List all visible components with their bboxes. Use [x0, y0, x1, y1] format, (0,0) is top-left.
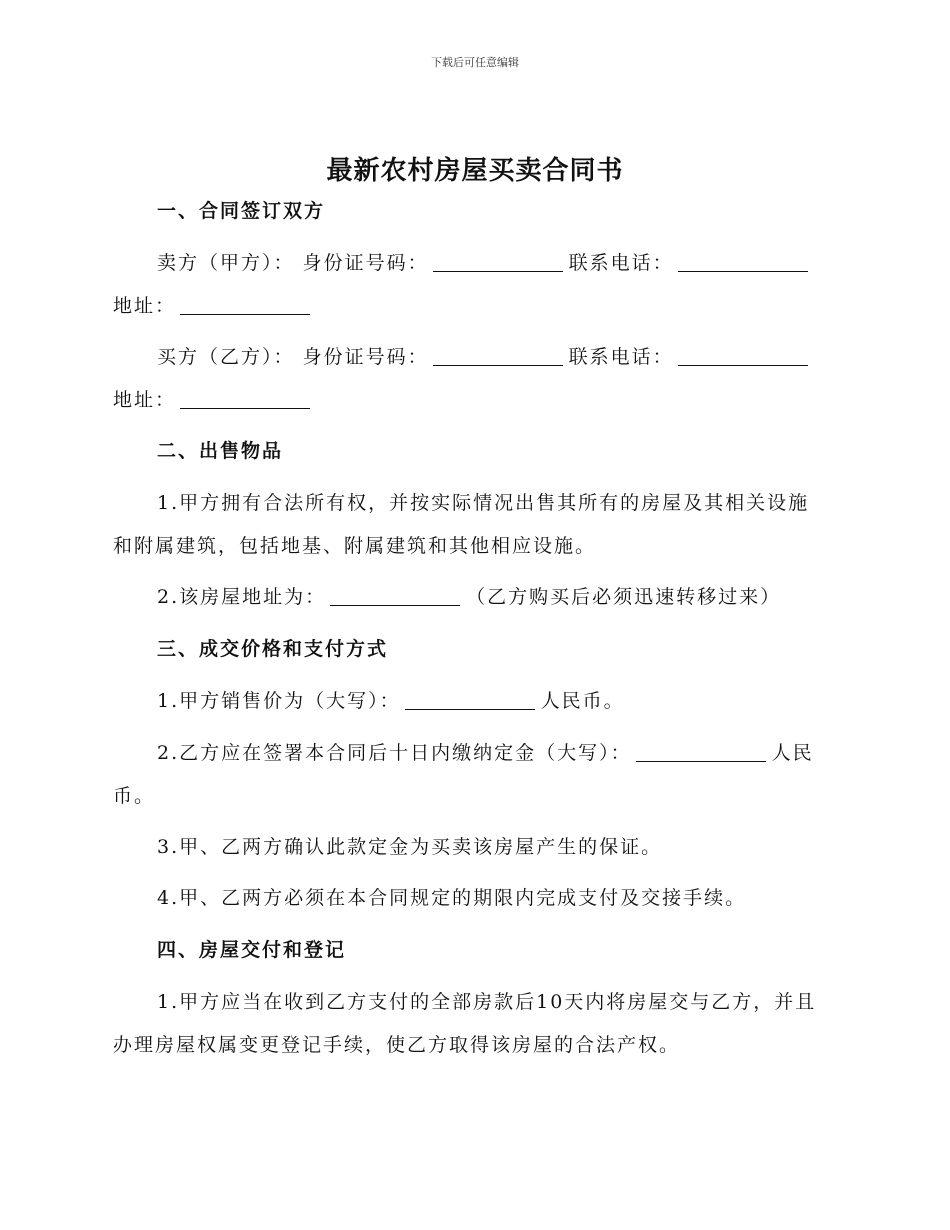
- buyer-id-blank: [433, 364, 563, 366]
- seller-id-blank: [433, 270, 563, 272]
- price-paragraph-2-line-1: [157, 740, 877, 766]
- buyer-address-blank: [180, 407, 310, 409]
- price-paragraph-1: [157, 688, 877, 714]
- seller-label: 卖方（甲方）：: [157, 252, 295, 274]
- header-note: 下载后可任意编辑: [431, 56, 519, 69]
- price-paragraph-3: 3.甲、乙两方确认此款定金为买卖该房屋产生的保证。: [157, 836, 663, 858]
- section-heading-delivery: 四、房屋交付和登记: [157, 939, 347, 961]
- sale-price-suffix: 人民币。: [540, 690, 625, 712]
- seller-address-blank: [180, 313, 310, 315]
- house-address-label: 2.该房屋地址为：: [157, 586, 327, 608]
- section-heading-parties: 一、合同签订双方: [157, 200, 326, 222]
- buyer-phone-label: 联系电话：: [568, 346, 674, 368]
- items-paragraph-1-line-1: 1.甲方拥有合法所有权，并按实际情况出售其所有的房屋及其相关设施: [157, 492, 810, 514]
- document-title: 最新农村房屋买卖合同书: [326, 156, 624, 186]
- sale-price-blank: [405, 708, 535, 710]
- section-heading-price: 三、成交价格和支付方式: [157, 638, 389, 660]
- deposit-blank: [636, 760, 766, 762]
- delivery-paragraph-1-line-1: 1.甲方应当在收到乙方支付的全部房款后10天内将房屋交与乙方，并且: [157, 991, 817, 1013]
- seller-phone-blank: [678, 270, 808, 272]
- price-paragraph-2-line-2: 币。: [113, 785, 156, 807]
- buyer-address-row: [113, 387, 833, 413]
- house-address-note: （乙方购买后必须迅速转移过来）: [466, 586, 782, 608]
- seller-address-row: [113, 293, 833, 319]
- seller-address-label: 地址：: [113, 295, 177, 317]
- buyer-label: 买方（乙方）：: [157, 346, 295, 368]
- deposit-label: 2.乙方应在签署本合同后十日内缴纳定金（大写）：: [157, 742, 632, 764]
- sale-price-label: 1.甲方销售价为（大写）：: [157, 690, 401, 712]
- house-address-blank: [330, 604, 460, 606]
- deposit-suffix: 人民: [771, 742, 814, 764]
- items-paragraph-2: [157, 584, 877, 610]
- delivery-paragraph-1-line-2: 办理房屋权属变更登记手续，使乙方取得该房屋的合法产权。: [113, 1034, 681, 1056]
- seller-row: [157, 250, 877, 276]
- buyer-row: [157, 344, 877, 370]
- buyer-phone-blank: [678, 364, 808, 366]
- buyer-address-label: 地址：: [113, 389, 177, 411]
- items-paragraph-1-line-2: 和附属建筑，包括地基、附属建筑和其他相应设施。: [113, 535, 597, 557]
- seller-id-label: 身份证号码：: [302, 252, 429, 274]
- price-paragraph-4: 4.甲、乙两方必须在本合同规定的期限内完成支付及交接手续。: [157, 887, 747, 909]
- section-heading-items: 二、出售物品: [157, 440, 284, 462]
- seller-phone-label: 联系电话：: [568, 252, 674, 274]
- buyer-id-label: 身份证号码：: [302, 346, 429, 368]
